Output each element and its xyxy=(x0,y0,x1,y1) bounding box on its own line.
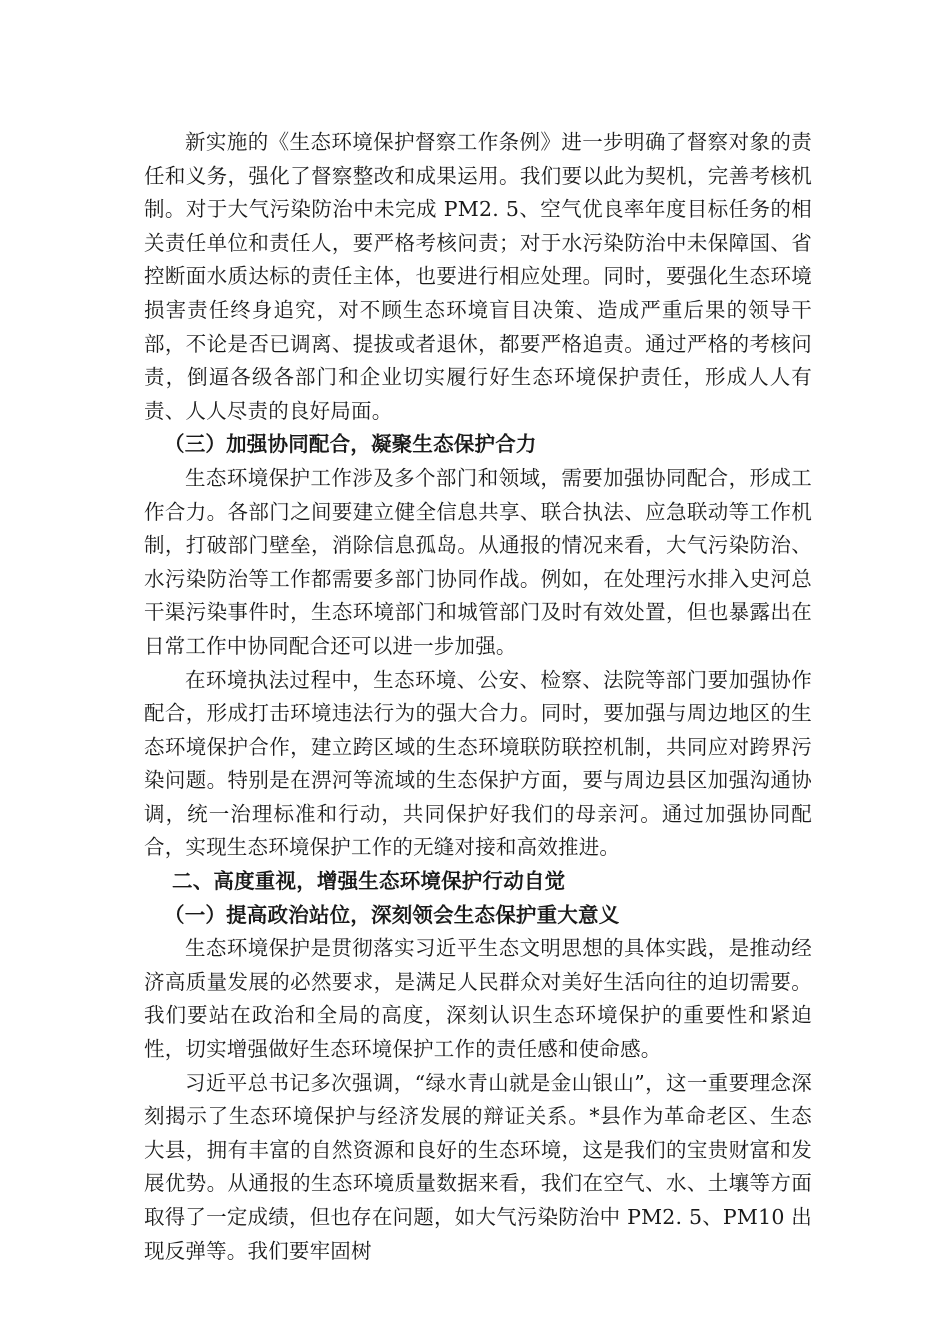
section-heading-political-stance: （一）提高政治站位，深刻领会生态保护重大意义 xyxy=(164,902,620,927)
document-body xyxy=(144,126,812,1268)
paragraph-coordination-mechanism: 生态环境保护工作涉及多个部门和领域，需要加强协同配合，形成工作合力。各部门之间要建立健全信息共享、联合执法、应急联动等工作机制，打破部门壁垒，消除信息孤岛。从通报的情况来看，大气污染防治、水污染防治等工作都需要多部门协同作战。例如，在处理污水排入史河总干渠污染事件时，生态环境部门和城管部门及时有效处置，但也暴露出在日常工作中协同配合还可以进一步加强。 xyxy=(144,465,812,658)
section-heading-coordination: （三）加强协同配合，凝聚生态保护合力 xyxy=(164,432,537,457)
paragraph-significance: 生态环境保护是贯彻落实习近平生态文明思想的具体实践，是推动经济高质量发展的必然要求，是满足人民群众对美好生活向往的迫切需要。我们要站在政治和全局的高度，深刻认识生态环境保护的重要性和紧迫性，切实增强做好生态环境保护工作的责任感和使命感。 xyxy=(144,936,812,1062)
paragraph-green-mountains: 习近平总书记多次强调，“绿水青山就是金山银山”，这一重要理念深刻揭示了生态环境保护与经济发展的辩证关系。*县作为革命老区、生态大县，拥有丰富的自然资源和良好的生态环境，这是我们的宝贵财富和发展优势。从通报的生态环境质量数据来看，我们在空气、水、土壤等方面取得了一定成绩，但也存在问题，如大气污染防治中 PM2. 5、PM10 出现反弹等。我们要牢固树 xyxy=(144,1070,812,1263)
paragraph-accountability: 新实施的《生态环境保护督察工作条例》进一步明确了督察对象的责任和义务，强化了督察整改和成果运用。我们要以此为契机，完善考核机制。对于大气污染防治中未完成 PM2. 5、空气优良率年度目标任务的相关责任单位和责任人，要严格考核问责；对于水污染防治中未保障国、省控断面水质达标的责任主体，也要进行相应处理。同时，要强化生态环境损害责任终身追究，对不顾生态环境盲目决策、造成严重后果的领导干部，不论是否已调离、提拔或者退休，都要严格追责。通过严格的考核问责，倒逼各级各部门和企业切实履行好生态环境保护责任，形成人人有责、人人尽责的良好局面。 xyxy=(144,130,812,423)
chapter-heading-awareness: 二、高度重视，增强生态环境保护行动自觉 xyxy=(172,869,566,894)
paragraph-enforcement-cooperation: 在环境执法过程中，生态环境、公安、检察、法院等部门要加强协作配合，形成打击环境违法行为的强大合力。同时，要加强与周边地区的生态环境保护合作，建立跨区域的生态环境联防联控机制，共同应对跨界污染问题。特别是在淠河等流域的生态保护方面，要与周边县区加强沟通协调，统一治理标准和行动，共同保护好我们的母亲河。通过加强协同配合，实现生态环境保护工作的无缝对接和高效推进。 xyxy=(144,667,812,860)
